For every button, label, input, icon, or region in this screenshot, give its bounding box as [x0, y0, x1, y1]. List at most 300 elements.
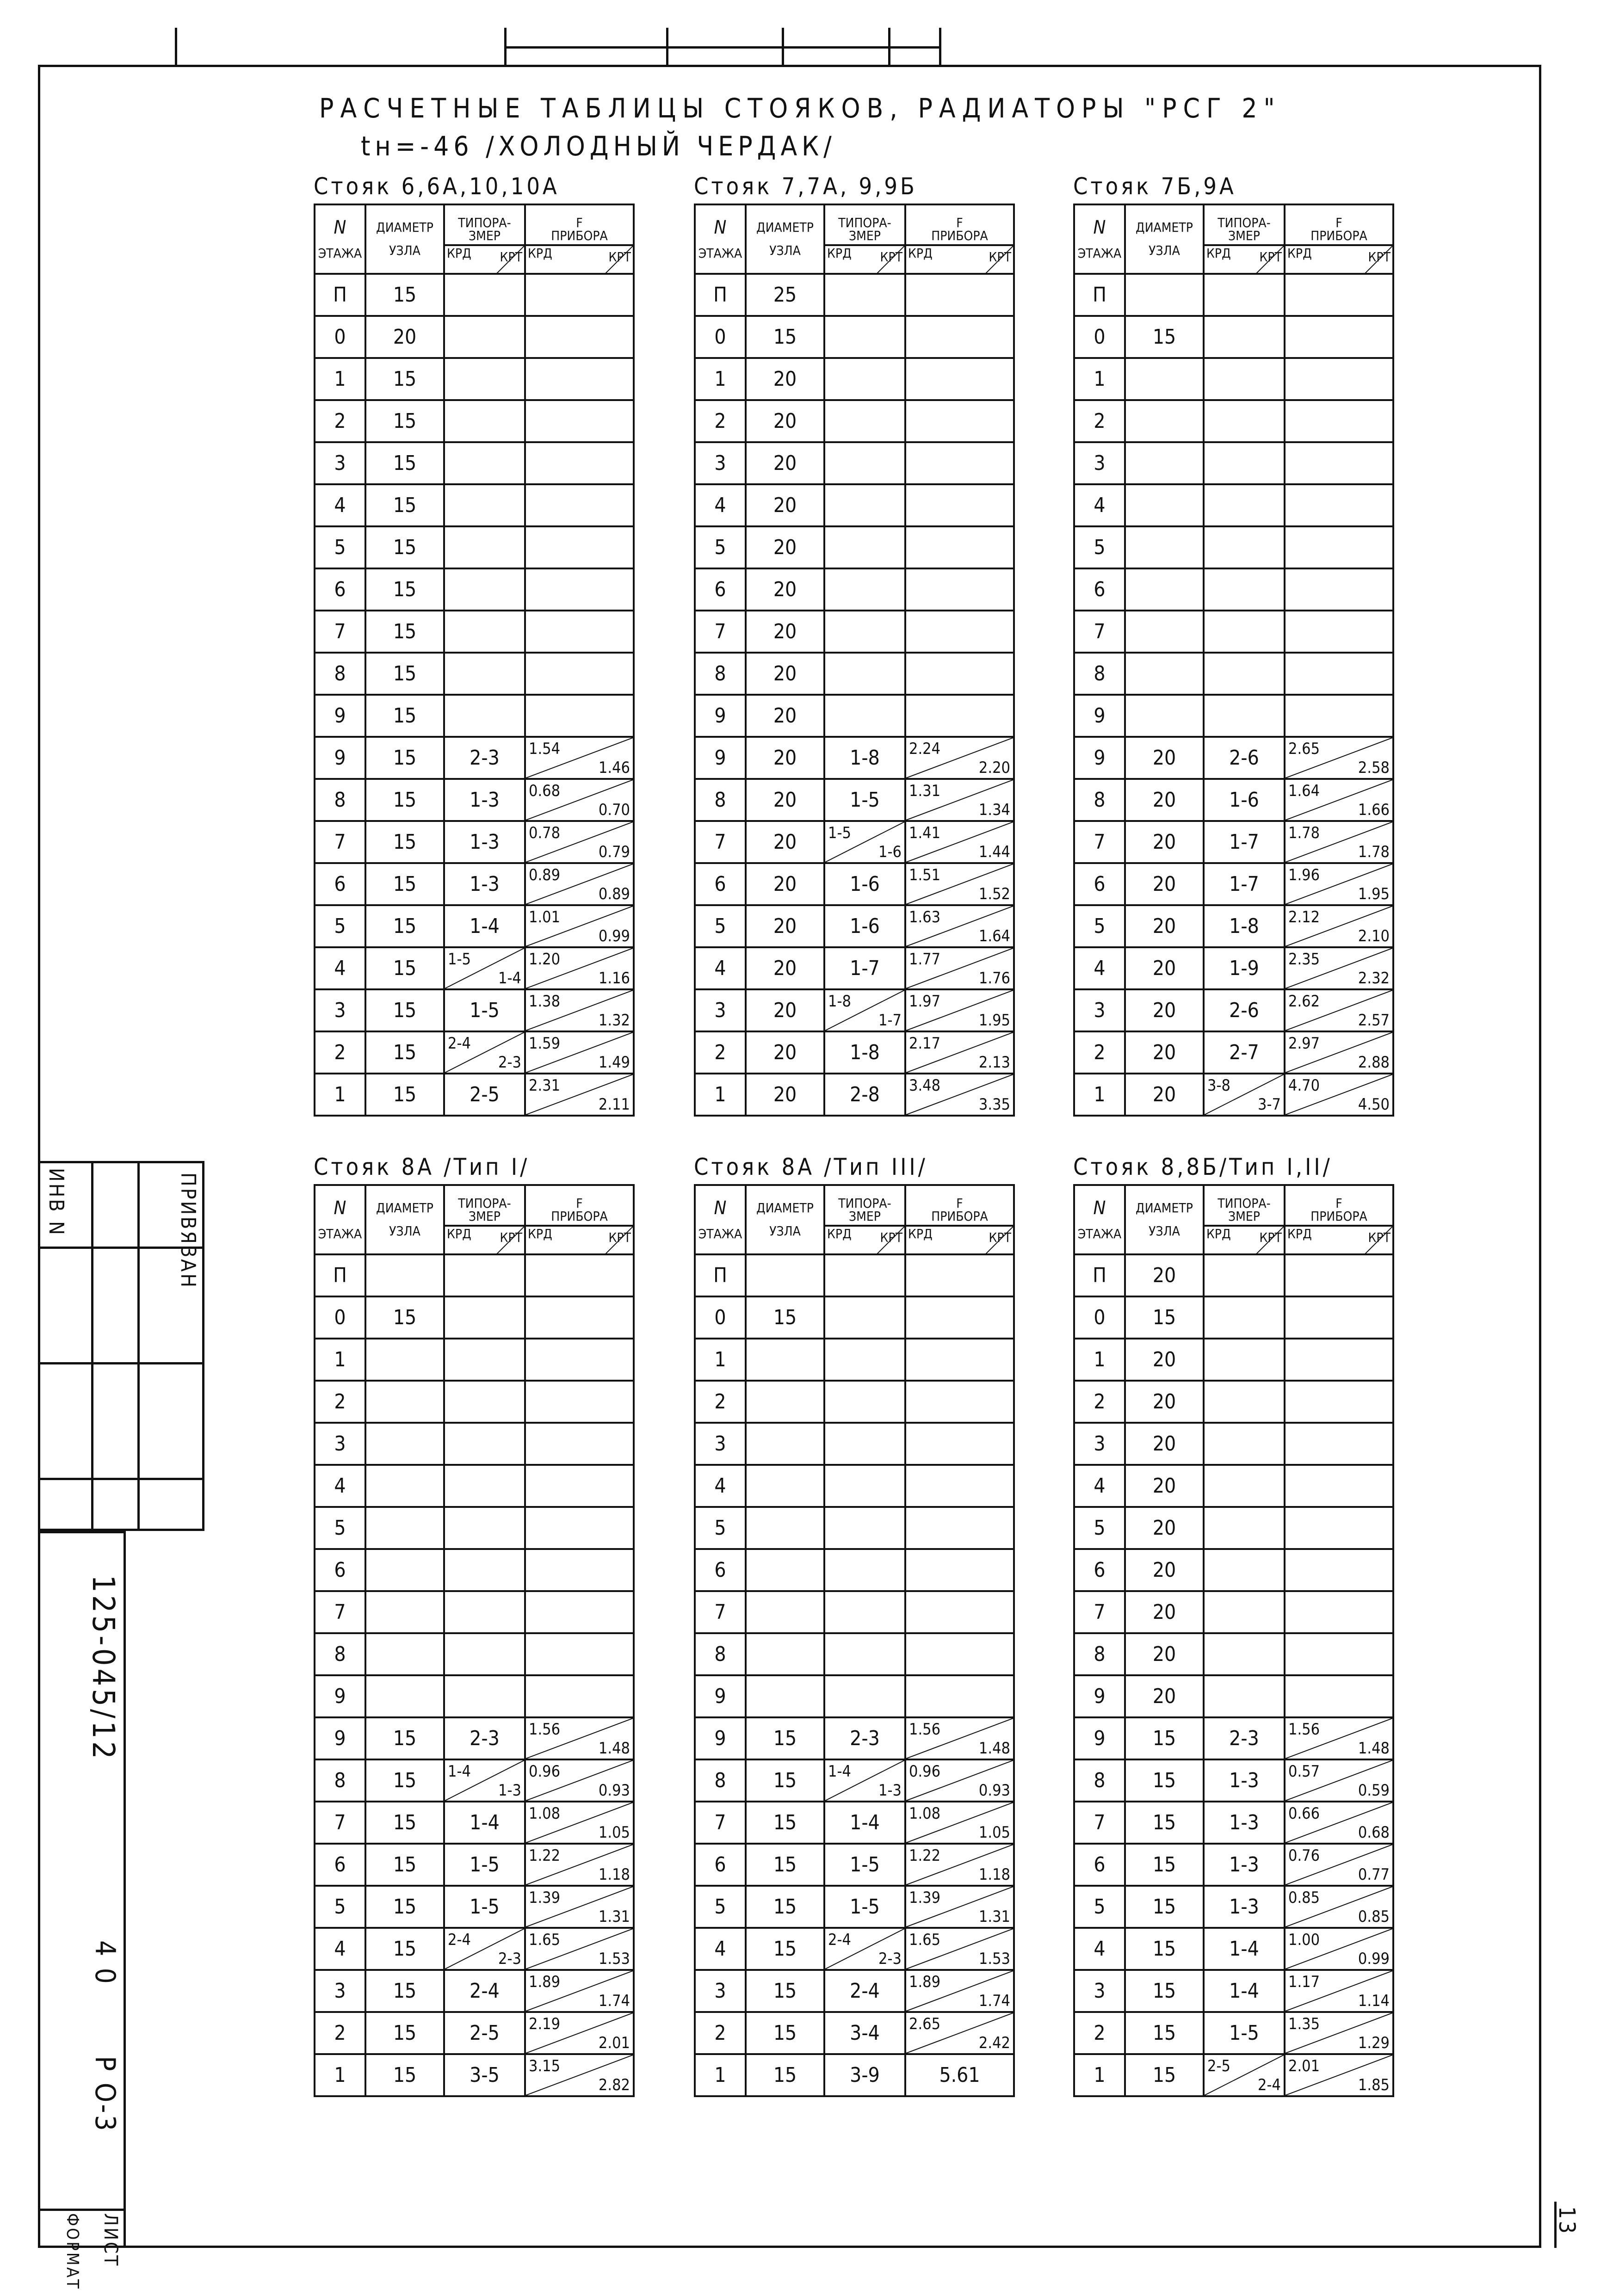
floor-cell: 0 [695, 1296, 746, 1339]
f-kpd: 1.31 [909, 782, 941, 800]
inv-label: ИНВ N [44, 1168, 68, 1237]
diameter-cell: 15 [1125, 1717, 1204, 1759]
type-kpd: 3-8 [1207, 1076, 1230, 1095]
diameter-cell: 20 [1125, 1633, 1204, 1675]
header-diameter-label: ДИАМЕТР [1136, 1200, 1193, 1216]
type-kpt: 2-3 [878, 1950, 902, 1968]
format-label: ФОРМАТ [63, 2213, 82, 2290]
header-floor-label: ЭТАЖА [698, 1226, 742, 1241]
type-size-cell: 1-7 [1204, 821, 1285, 863]
header-f-label: F [956, 1196, 963, 1211]
f-device-cell [1285, 779, 1393, 821]
header-floor-label: ЭТАЖА [698, 246, 742, 261]
type-size-cell: 1-4 [444, 1802, 525, 1844]
header-diameter [746, 204, 824, 274]
type-size-cell [1204, 274, 1285, 316]
diameter-cell: 25 [746, 274, 824, 316]
type-size-cell [824, 484, 905, 526]
header-node-label: УЗЛА [1149, 1223, 1180, 1239]
diameter-cell: 15 [365, 484, 444, 526]
f-device-cell [905, 737, 1014, 779]
floor-cell: 3 [315, 1970, 365, 2012]
type-size-cell [444, 274, 525, 316]
header-f-label: F [956, 215, 963, 230]
header-kpt: КРТ [500, 1230, 522, 1245]
diameter-cell [746, 1591, 824, 1633]
floor-cell: 5 [315, 905, 365, 947]
f-kpd: 2.35 [1288, 950, 1320, 969]
type-size-cell: 2-6 [1204, 737, 1285, 779]
header-f-label: F [576, 1196, 583, 1211]
diameter-cell [1125, 695, 1204, 737]
page-subtitle: tн=-46 /ХОЛОДНЫЙ ЧЕРДАК/ [361, 130, 836, 162]
diameter-cell: 20 [1125, 1675, 1204, 1717]
table-row [315, 737, 634, 779]
f-device-cell [525, 821, 634, 863]
f-device-cell [1285, 947, 1393, 989]
f-device-cell [525, 1886, 634, 1928]
diameter-cell: 20 [746, 568, 824, 611]
type-kpd: 1-4 [448, 1762, 471, 1781]
floor-cell: 7 [695, 1802, 746, 1844]
floor-cell: 7 [315, 1591, 365, 1633]
f-device-cell [1285, 1465, 1393, 1507]
floor-cell: 6 [695, 1844, 746, 1886]
type-size-cell: 1-8 [824, 1031, 905, 1074]
header-device-label: ПРИБОРА [931, 1209, 988, 1224]
riser-table [1073, 1184, 1394, 2097]
type-size-cell: 3-5 [444, 2054, 525, 2096]
f-device-cell [905, 821, 1014, 863]
f-kpd: 1.22 [529, 1846, 561, 1865]
f-device-cell [905, 1633, 1014, 1675]
floor-cell: 9 [695, 1675, 746, 1717]
floor-cell: 6 [315, 863, 365, 905]
diameter-cell [1125, 274, 1204, 316]
f-kpt: 2.10 [1358, 927, 1390, 945]
table-row [315, 1759, 634, 1802]
type-kpt: 1-7 [878, 1011, 902, 1030]
table-caption: Стояк 8А /Тип III/ [694, 1154, 928, 1180]
table-row [695, 947, 1014, 989]
diameter-cell: 15 [365, 989, 444, 1031]
type-size-cell: 2-4 [444, 1970, 525, 2012]
f-kpt: 1.74 [598, 1992, 630, 2010]
f-kpd: 0.96 [529, 1762, 561, 1781]
table-row [695, 568, 1014, 611]
f-device-cell [525, 1844, 634, 1886]
table-row [695, 1970, 1014, 2012]
f-device-cell [525, 1339, 634, 1381]
header-f-top [526, 215, 633, 246]
diameter-cell: 15 [365, 1031, 444, 1074]
diameter-cell: 20 [1125, 947, 1204, 989]
diameter-cell: 15 [746, 1296, 824, 1339]
floor-cell: П [1074, 274, 1125, 316]
type-size-cell [444, 1591, 525, 1633]
f-kpt: 1.52 [978, 885, 1010, 903]
f-kpt: 2.57 [1358, 1011, 1390, 1030]
f-device-cell [905, 905, 1014, 947]
f-kpd: 2.01 [1288, 2057, 1320, 2075]
diameter-cell: 15 [365, 568, 444, 611]
table-row [1074, 400, 1393, 442]
f-device-cell [525, 442, 634, 484]
floor-cell: 8 [1074, 779, 1125, 821]
f-device-cell [1285, 1886, 1393, 1928]
diameter-cell: 15 [365, 1759, 444, 1802]
f-kpt: 0.68 [1358, 1823, 1390, 1842]
diameter-cell: 15 [365, 1844, 444, 1886]
floor-cell: 1 [1074, 358, 1125, 400]
floor-cell: 8 [315, 653, 365, 695]
diameter-cell: 20 [746, 611, 824, 653]
diameter-cell: 15 [365, 1296, 444, 1339]
table-row [695, 1928, 1014, 1970]
header-type-sub [825, 1227, 904, 1244]
header-f [905, 1185, 1014, 1254]
table-row [695, 1549, 1014, 1591]
diameter-cell: 15 [1125, 1844, 1204, 1886]
f-kpd: 2.97 [1288, 1034, 1320, 1053]
table-row [315, 400, 634, 442]
type-size-cell [1204, 1381, 1285, 1423]
f-kpt: 0.70 [598, 801, 630, 819]
f-kpd: 0.57 [1288, 1762, 1320, 1781]
floor-cell: 7 [315, 611, 365, 653]
table-row [1074, 1031, 1393, 1074]
f-device-cell [905, 442, 1014, 484]
f-kpd: 1.38 [529, 992, 561, 1011]
f-device-cell [525, 1633, 634, 1675]
type-size-cell [444, 1381, 525, 1423]
header-diameter [1125, 1185, 1204, 1254]
f-device-cell [1285, 1675, 1393, 1717]
f-device-cell [905, 653, 1014, 695]
floor-cell: 4 [1074, 947, 1125, 989]
f-device-cell [1285, 863, 1393, 905]
f-device-cell [525, 1970, 634, 2012]
f-kpt: 1.49 [598, 1053, 630, 1072]
floor-cell: 2 [1074, 400, 1125, 442]
header-kpt: КРТ [1259, 1230, 1282, 1245]
floor-cell: 5 [695, 526, 746, 568]
floor-cell: П [1074, 1254, 1125, 1296]
table-row [315, 863, 634, 905]
floor-cell: 9 [1074, 1675, 1125, 1717]
f-device-cell [905, 1970, 1014, 2012]
f-kpt: 2.01 [598, 2034, 630, 2052]
diameter-cell [746, 1254, 824, 1296]
header-f-sub [1285, 246, 1392, 264]
header-node-label: УЗЛА [1149, 243, 1180, 258]
floor-cell: 3 [315, 1423, 365, 1465]
diameter-cell: 15 [365, 1886, 444, 1928]
table-row [315, 779, 634, 821]
riser-table [1073, 204, 1394, 1117]
f-device-cell [525, 611, 634, 653]
f-kpd: 3.15 [529, 2057, 561, 2075]
sheet-number: 4 0 [89, 1940, 121, 1986]
f-device-cell [905, 1549, 1014, 1591]
type-kpt: 1-3 [878, 1781, 902, 1800]
table-row [695, 821, 1014, 863]
table-row [315, 905, 634, 947]
header-f-sub [526, 1227, 633, 1244]
f-device-cell [1285, 1339, 1393, 1381]
f-device-cell [525, 400, 634, 442]
table-row [315, 1549, 634, 1591]
table-row [1074, 779, 1393, 821]
diameter-cell: 20 [746, 400, 824, 442]
f-device-cell [1285, 1591, 1393, 1633]
f-device-cell [905, 2012, 1014, 2054]
f-device-cell [525, 316, 634, 358]
table-row [315, 1423, 634, 1465]
type-size-cell: 2-5 [444, 1074, 525, 1116]
diameter-cell [746, 1675, 824, 1717]
type-size-cell: 2-4 [824, 1970, 905, 2012]
diameter-cell: 20 [1125, 1031, 1204, 1074]
type-size-cell: 2-3 [444, 737, 525, 779]
table-row [1074, 695, 1393, 737]
header-f-label: F [1335, 1196, 1342, 1211]
f-kpd: 2.65 [1288, 740, 1320, 758]
f-device-cell [1285, 821, 1393, 863]
header-floor [315, 204, 365, 274]
f-kpt: 1.48 [1358, 1739, 1390, 1758]
table-row [1074, 1759, 1393, 1802]
table-row [315, 1296, 634, 1339]
floor-cell: 8 [1074, 1633, 1125, 1675]
floor-cell: 4 [1074, 1928, 1125, 1970]
floor-cell: 0 [1074, 316, 1125, 358]
f-kpt: 1.32 [598, 1011, 630, 1030]
riser-table [314, 204, 635, 1117]
type-kpd: 2-5 [1207, 2057, 1230, 2075]
header-kpt: КРТ [608, 1230, 631, 1245]
floor-cell: 8 [1074, 1759, 1125, 1802]
table-row [315, 568, 634, 611]
header-diameter [365, 204, 444, 274]
f-kpt: 1.78 [1358, 843, 1390, 861]
table-row [1074, 653, 1393, 695]
table-row [695, 1339, 1014, 1381]
table-row [1074, 1886, 1393, 1928]
header-type-size-label: ТИПОРА-ЗМЕР [445, 215, 524, 246]
diameter-cell: 15 [365, 526, 444, 568]
f-kpt: 2.42 [978, 2034, 1010, 2052]
f-device-cell [525, 1717, 634, 1759]
type-size-cell [444, 442, 525, 484]
type-size-cell: 1-6 [1204, 779, 1285, 821]
floor-cell: 1 [695, 1339, 746, 1381]
table-row [315, 1970, 634, 2012]
type-size-cell [1204, 2054, 1285, 2096]
header-f-sub [906, 1227, 1013, 1244]
f-device-cell [525, 695, 634, 737]
f-kpd: 2.17 [909, 1034, 941, 1053]
floor-cell: П [695, 1254, 746, 1296]
diameter-cell: 20 [365, 316, 444, 358]
header-diameter-label: ДИАМЕТР [376, 220, 433, 235]
table-row [1074, 1591, 1393, 1633]
type-size-cell [1204, 1549, 1285, 1591]
f-kpt: 0.93 [978, 1781, 1010, 1800]
floor-cell: 2 [315, 1381, 365, 1423]
type-size-cell: 1-3 [444, 863, 525, 905]
diameter-cell [365, 1633, 444, 1675]
table-row [1074, 1549, 1393, 1591]
f-device-cell [1285, 1802, 1393, 1844]
header-kpt: КРТ [880, 1230, 902, 1245]
f-kpd: 1.59 [529, 1034, 561, 1053]
table-row [315, 695, 634, 737]
table-row [315, 526, 634, 568]
f-device-cell [1285, 2012, 1393, 2054]
table-row [695, 484, 1014, 526]
header-type-sub [825, 246, 904, 264]
header-floor [1074, 1185, 1125, 1254]
riser-table [694, 204, 1015, 1117]
f-device-cell [1285, 1507, 1393, 1549]
f-device-cell [905, 274, 1014, 316]
f-device-cell [1285, 1759, 1393, 1802]
f-device-cell [525, 484, 634, 526]
top-tab-divider [939, 28, 941, 67]
table-row [1074, 1254, 1393, 1296]
f-device-cell [525, 1465, 634, 1507]
f-device-cell [1285, 1844, 1393, 1886]
f-device-cell [525, 1381, 634, 1423]
type-size-cell: 1-8 [1204, 905, 1285, 947]
table-row [1074, 358, 1393, 400]
floor-cell: 4 [695, 484, 746, 526]
type-size-cell [824, 1465, 905, 1507]
type-size-cell: 1-8 [824, 737, 905, 779]
f-kpd: 0.66 [1288, 1804, 1320, 1823]
f-device-cell [525, 1675, 634, 1717]
floor-cell: 8 [695, 1633, 746, 1675]
type-size-cell [1204, 1074, 1285, 1116]
type-size-cell [1204, 1591, 1285, 1633]
f-device-cell [905, 484, 1014, 526]
floor-cell: 4 [315, 484, 365, 526]
type-size-cell [444, 484, 525, 526]
table-row [315, 1886, 634, 1928]
type-size-cell [824, 611, 905, 653]
table-caption: Стояк 6,6А,10,10А [314, 173, 560, 200]
floor-cell: 1 [315, 358, 365, 400]
f-kpt: 1.14 [1358, 1992, 1390, 2010]
f-device-cell [525, 2054, 634, 2096]
table-row [695, 695, 1014, 737]
f-kpt: 2.88 [1358, 1053, 1390, 1072]
diameter-cell: 15 [746, 1970, 824, 2012]
f-device-cell [525, 863, 634, 905]
floor-cell: 8 [315, 1759, 365, 1802]
floor-cell: 1 [315, 1074, 365, 1116]
f-device-cell [1285, 611, 1393, 653]
f-kpd: 1.65 [529, 1931, 561, 1949]
f-kpd: 1.00 [1288, 1931, 1320, 1949]
f-device-cell [905, 1928, 1014, 1970]
diameter-cell: 20 [746, 821, 824, 863]
table-row [1074, 442, 1393, 484]
f-device-cell [1285, 989, 1393, 1031]
header-kpd: КРД [1287, 246, 1312, 261]
diameter-cell: 15 [365, 695, 444, 737]
f-device-cell [1285, 316, 1393, 358]
header-kpd: КРД [827, 1226, 852, 1241]
floor-cell: 3 [695, 1970, 746, 2012]
f-kpt: 1.64 [978, 927, 1010, 945]
floor-cell: 7 [695, 1591, 746, 1633]
floor-cell: 4 [695, 1465, 746, 1507]
f-kpd: 2.12 [1288, 908, 1320, 926]
f-kpd: 1.56 [1288, 1720, 1320, 1739]
table-row [695, 863, 1014, 905]
floor-cell: 5 [315, 1886, 365, 1928]
table-caption: Стояк 7,7А, 9,9Б [694, 173, 917, 200]
diameter-cell [365, 1549, 444, 1591]
floor-cell: 5 [695, 905, 746, 947]
f-device-cell [525, 568, 634, 611]
diameter-cell: 15 [746, 2012, 824, 2054]
f-kpd: 1.77 [909, 950, 941, 969]
header-diameter [746, 1185, 824, 1254]
f-kpd: 1.65 [909, 1931, 941, 1949]
table-row [695, 1074, 1014, 1116]
diameter-cell: 15 [365, 737, 444, 779]
header-kpd: КРД [1287, 1226, 1312, 1241]
diameter-cell: 15 [365, 947, 444, 989]
f-device-cell [905, 1381, 1014, 1423]
f-device-cell [1285, 1423, 1393, 1465]
f-kpt: 1.31 [598, 1907, 630, 1926]
header-node-label: УЗЛА [389, 243, 420, 258]
floor-cell: П [315, 274, 365, 316]
header-diameter [365, 1185, 444, 1254]
table-row [695, 442, 1014, 484]
header-type-size-label: ТИПОРА-ЗМЕР [445, 1195, 524, 1227]
type-size-cell [824, 1675, 905, 1717]
f-device-cell [905, 1254, 1014, 1296]
top-tab-divider [175, 28, 177, 65]
title-block [38, 1531, 126, 2290]
floor-cell: 5 [695, 1886, 746, 1928]
floor-cell: 8 [315, 1633, 365, 1675]
type-size-cell: 2-5 [444, 2012, 525, 2054]
header-f [525, 1185, 634, 1254]
type-size-cell: 1-5 [1204, 2012, 1285, 2054]
diameter-cell: 15 [365, 611, 444, 653]
header-kpd: КРД [1206, 1226, 1231, 1241]
f-device-cell [1285, 442, 1393, 484]
table-row [315, 484, 634, 526]
header-kpt: КРТ [1368, 1230, 1391, 1245]
f-kpd: 1.39 [529, 1889, 561, 1907]
f-kpd: 2.65 [909, 2015, 941, 2033]
f-kpd: 1.56 [529, 1720, 561, 1739]
f-kpt: 1.16 [598, 969, 630, 988]
diameter-cell [746, 1633, 824, 1675]
header-diameter-label: ДИАМЕТР [756, 220, 814, 235]
floor-cell: 3 [315, 989, 365, 1031]
f-kpt: 1.95 [1358, 885, 1390, 903]
floor-cell: 3 [695, 989, 746, 1031]
type-size-cell [444, 1675, 525, 1717]
